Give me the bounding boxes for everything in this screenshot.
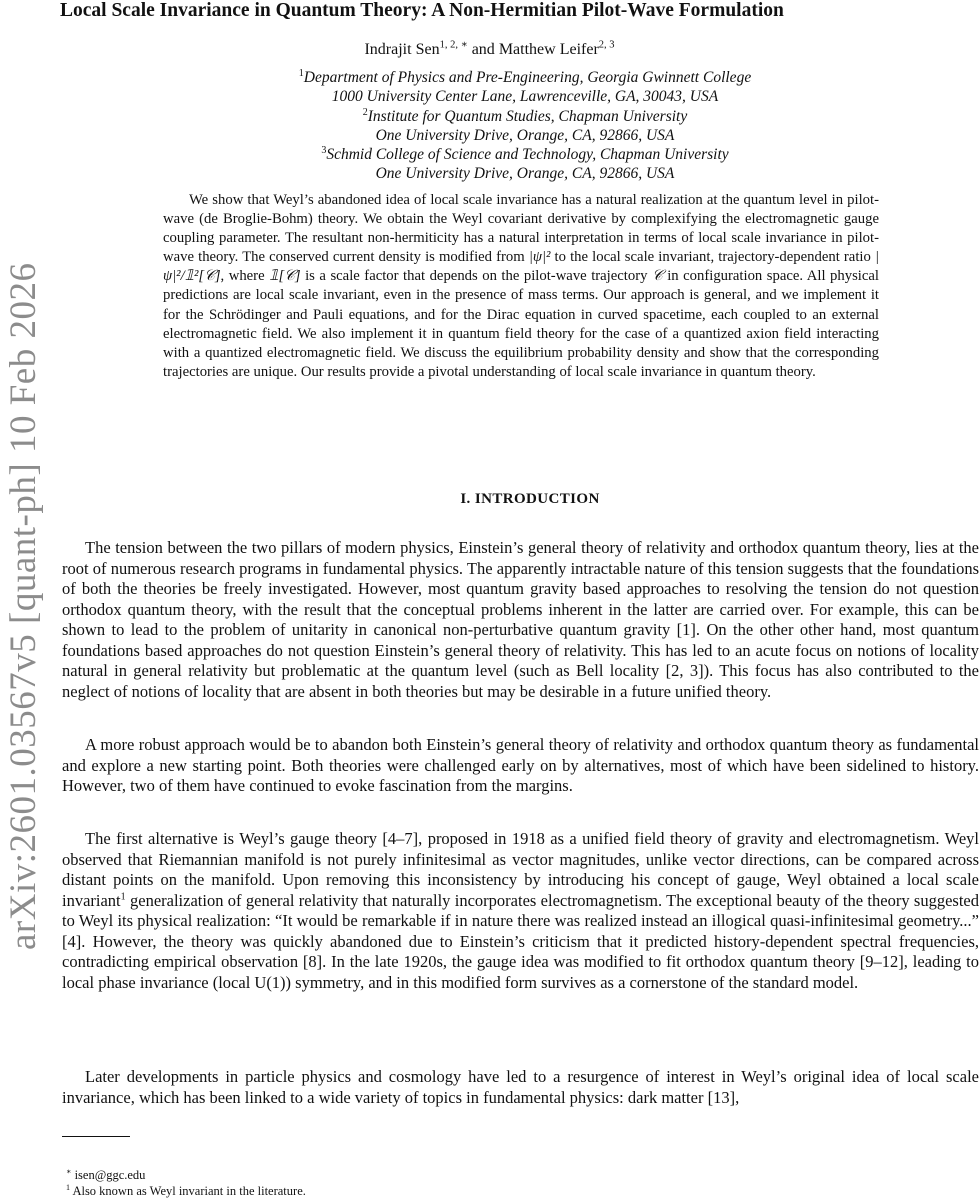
abstract-text: to the local scale invariant, trajectory-dependent ratio [550,249,875,266]
author-affiliation-marks: 2, 3 [598,39,615,51]
footnote-text: isen@ggc.edu [74,1168,146,1182]
body-paragraph: The tension between the two pillars of modern physics, Einstein’s general theory of relativity and orthodox quantum theory, lies at the root of numerous research programs in fundamental physics. The apparently intractable nature of this tension suggests that the foundations of both the theories be freely investigated. However, most quantum gravity based approaches to resolving the tension do not question orthodox quantum theory, with the result that the conceptual problems inherent in the latter are carried over. For example, this can be shown to lead to the problem of unitarity in canonical non-perturbative quantum gravity [1]. On the other other hand, most quantum foundations based approaches do not question Einstein’s general theory of relativity. This has led to an acute focus on notions of locality natural in general relativity but problematic at the quantum level (such as Bell locality [2, 3]). This focus has also contributed to the neglect of notions of locality that are absent in both theories but may be desirable in a future unified theory. [62,538,979,701]
paper-title: Local Scale Invariance in Quantum Theory: A Non-Hermitian Pilot-Wave Formulation [60,0,784,21]
affiliation-name: Schmid College of Science and Technology, Chapman University [326,146,729,164]
arxiv-identifier-stamp: arXiv:2601.03567v5 [quant-ph] 10 Feb 2026 [3,262,44,950]
abstract [163,191,879,382]
section-number: I. [460,491,471,507]
math-expression: 𝒞 [651,268,663,285]
footnote-text: Also known as Weyl invariant in the literature. [72,1184,306,1198]
affiliation-name-line [0,68,979,87]
footnote-mark: ∗ [66,1166,72,1176]
affiliation-address: 1000 University Center Lane, Lawrenceville, GA, 30043, USA [331,88,719,106]
section-heading [0,491,979,508]
affiliation-mark: 1 [298,67,304,79]
abstract-text: is a scale factor that depends on the pilot-wave trajectory [300,268,652,285]
abstract-text: We show that Weyl’s abandoned idea of local scale invariance has a natural realization at the quantum level in pilot-wave (de Broglie-Bohm) theory. We obtain the Weyl covariant derivative by complexifying the electromagnetic gauge coupling parameter. The resultant non-hermiticity has a natural interpretation in terms of local scale invariance in pilot-wave theory. The conserved current density is modified from [163,192,879,266]
author-affiliation-marks: 1, 2, ∗ [439,39,468,51]
affiliation-name: Institute for Quantum Studies, Chapman University [367,107,688,125]
body-paragraph: Later developments in particle physics and cosmology have led to a resurgence of interest in Weyl’s original idea of local scale invariance, which has been linked to a wide variety of topics in fundamental physics: dark matter [13], [62,1067,979,1107]
footnote-marker: 1 [120,891,126,902]
abstract-text: in configuration space. All physical predictions are local scale invariant, even in the presence of mass terms. Our approach is general, and we implement it for the Schrödinger and Pauli equations, and for the Dirac equation in curved spacetime, each coupled to an external electromagnetic field. We also implement it in quantum field theory for the case of a quantized axion field interacting with a quantized electromagnetic field. We discuss the equilibrium probability density and show that the corresponding trajectories are unique. Our results provide a pivotal understanding of local scale invariance in quantum theory. [163,268,879,380]
affiliation-name-line [0,107,979,126]
footnote [62,1184,762,1199]
affiliation-name: Department of Physics and Pre-Engineering, Georgia Gwinnett College [303,69,752,86]
math-expression: |ψ|²/𝟙²[𝒞] [163,249,879,285]
affiliation-mark: 3 [321,145,327,157]
footnote [62,1168,762,1183]
affiliation-block [0,68,979,184]
author-name: Matthew Leifer [498,41,599,58]
author-list [0,40,979,60]
affiliation-address: One University Drive, Orange, CA, 92866, USA [375,165,675,183]
body-text-segment: The first alternative is Weyl’s gauge theory [4–7], proposed in 1918 as a unified field theory of gravity and electromagnetism. Weyl observed that Riemannian manifold is not purely infinitesimal as vector magnitudes, unlike vector directions, can be compared across distant points on the manifold. Upon removing this inconsistency by introducing his concept of gauge, Weyl obtained a local scale invariant [62,829,979,910]
math-expression: |ψ|² [528,249,551,266]
section-title: INTRODUCTION [474,491,600,507]
body-paragraph: A more robust approach would be to abandon both Einstein’s general theory of relativity and orthodox quantum theory as fundamental and explore a new starting point. Both theories were challenged early on by alternatives, most of which have been sidelined to history. However, two of them have continued to evoke fascination from the margins. [62,735,979,795]
abstract-text: , where [220,268,270,285]
body-text-segment: generalization of general relativity that naturally incorporates electromagnetism. The exceptional beauty of the theory suggested to Weyl its physical realization: “It would be remarkable if in nature there was realized instead an illogical quasi-infinitesimal geometry...” [4]. However, the theory was quickly abandoned due to Einstein’s criticism that it predicted history-dependent spectral frequencies, contradicting empirical observation [8]. In the late 1920s, the gauge idea was modified to fit orthodox quantum theory [9–12], leading to local phase invariance (local U(1)) symmetry, and in this modified form survives as a cornerstone of the standard model. [62,890,979,992]
math-expression: 𝟙[𝒞] [269,268,301,285]
footnote-mark: 1 [66,1182,70,1192]
author-name: Indrajit Sen [364,41,440,58]
footnote-divider [62,1136,130,1137]
body-paragraph [62,829,979,993]
affiliation-mark: 2 [362,106,368,118]
affiliation-address: One University Drive, Orange, CA, 92866, USA [375,126,675,144]
affiliation-name-line [0,145,979,164]
author-conjunction: and [471,41,495,58]
